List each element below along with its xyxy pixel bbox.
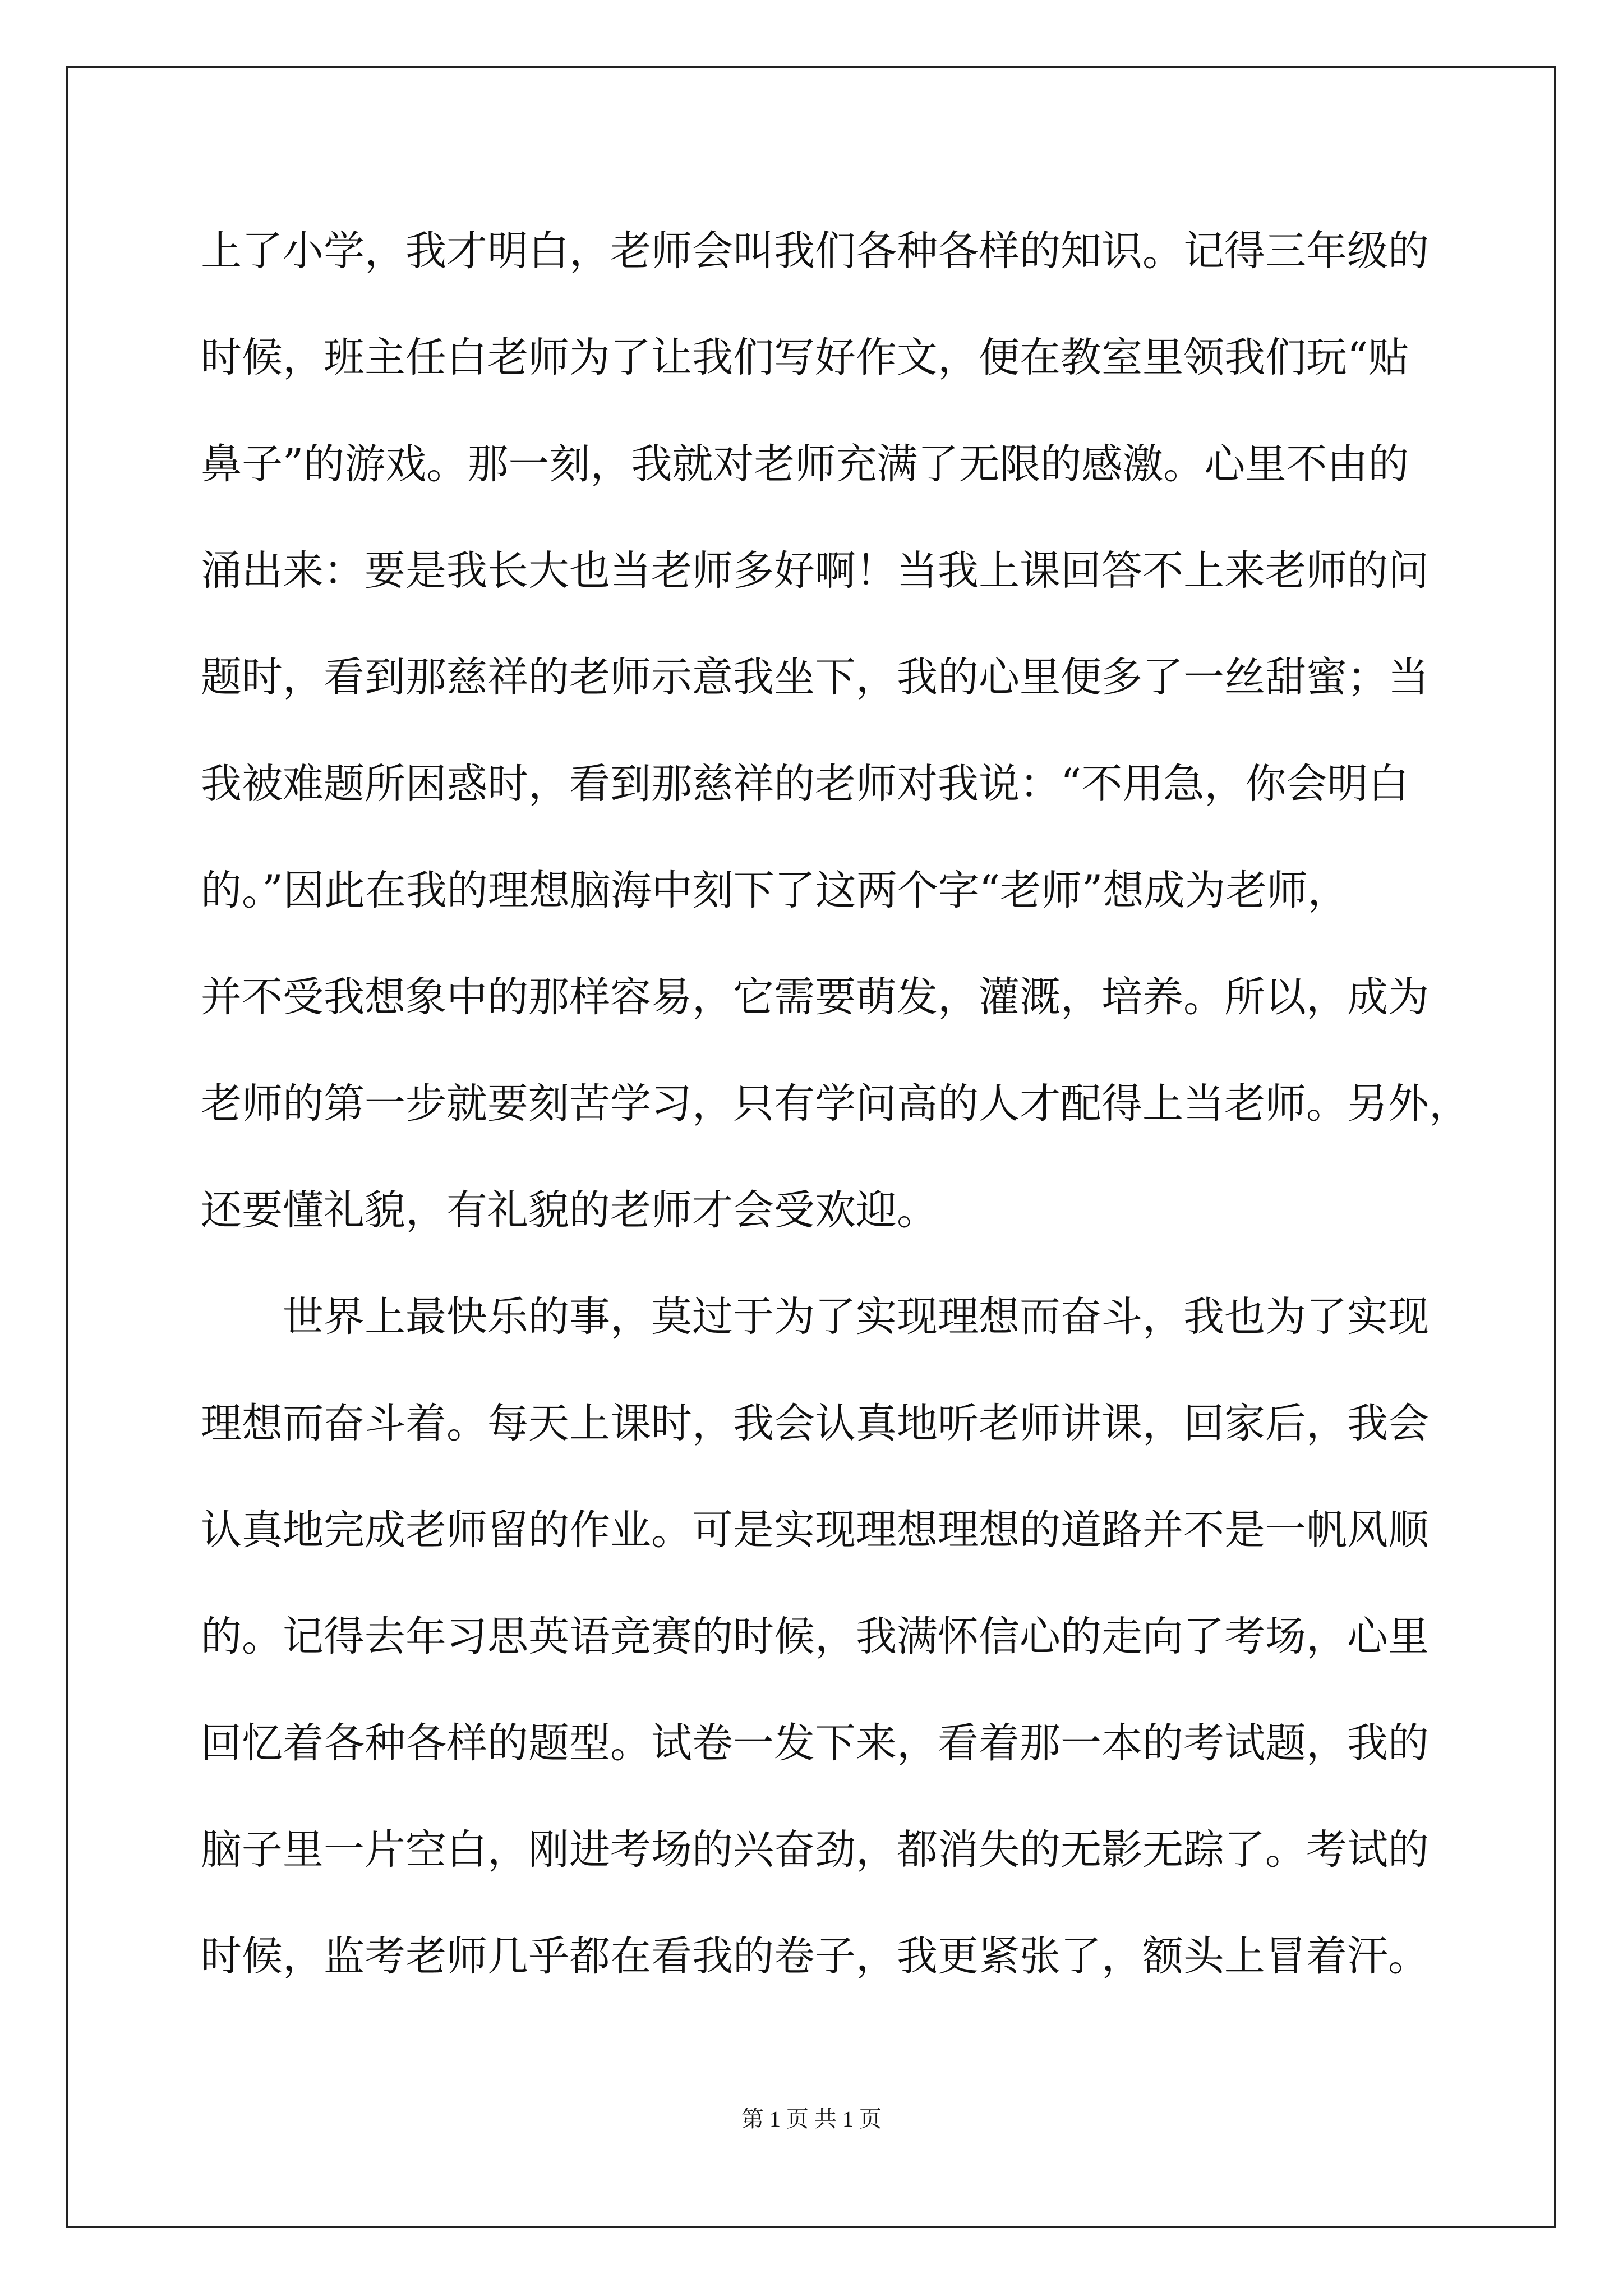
- text-line: 上了小学，我才明白，老师会叫我们各种各样的知识。记得三年级的: [201, 227, 1429, 275]
- text-line: 我被难题所困惑时，看到那慈祥的老师对我说：“不用急，你会明白: [201, 760, 1409, 808]
- text-line: 老师的第一步就要刻苦学习，只有学问高的人才配得上当老师。另外，: [201, 1080, 1470, 1128]
- text-line-paragraph-start: 世界上最快乐的事，莫过于为了实现理想而奋斗，我也为了实现: [283, 1293, 1429, 1341]
- text-line: 时候，班主任白老师为了让我们写好作文，便在教室里领我们玩“贴: [201, 334, 1409, 381]
- text-line: 的。”因此在我的理想脑海中刻下了这两个字“老师”想成为老师，: [201, 867, 1349, 914]
- page-footer: 第 1 页 共 1 页: [741, 2106, 882, 2132]
- text-line: 鼻子”的游戏。那一刻，我就对老师充满了无限的感激。心里不由的: [201, 440, 1409, 488]
- text-line: 认真地完成老师留的作业。可是实现理想理想的道路并不是一帆风顺: [201, 1506, 1429, 1554]
- text-line: 脑子里一片空白，刚进考场的兴奋劲，都消失的无影无踪了。考试的: [201, 1826, 1429, 1874]
- text-line: 题时，看到那慈祥的老师示意我坐下，我的心里便多了一丝甜蜜；当: [201, 654, 1429, 701]
- document-body: [201, 218, 1470, 2030]
- text-line: 理想而奋斗着。每天上课时，我会认真地听老师讲课，回家后，我会: [201, 1400, 1429, 1447]
- text-line: 时候，监考老师几乎都在看我的卷子，我更紧张了，额头上冒着汗。: [201, 1932, 1429, 1980]
- text-line: 涌出来：要是我长大也当老师多好啊！当我上课回答不上来老师的问: [201, 547, 1429, 595]
- text-line: 还要懂礼貌，有礼貌的老师才会受欢迎。: [201, 1186, 938, 1234]
- text-line: 回忆着各种各样的题型。试卷一发下来，看着那一本的考试题，我的: [201, 1719, 1429, 1767]
- text-line: 的。记得去年习思英语竞赛的时候，我满怀信心的走向了考场，心里: [201, 1613, 1429, 1660]
- text-line: 并不受我想象中的那样容易，它需要萌发，灌溉，培养。所以，成为: [201, 973, 1429, 1021]
